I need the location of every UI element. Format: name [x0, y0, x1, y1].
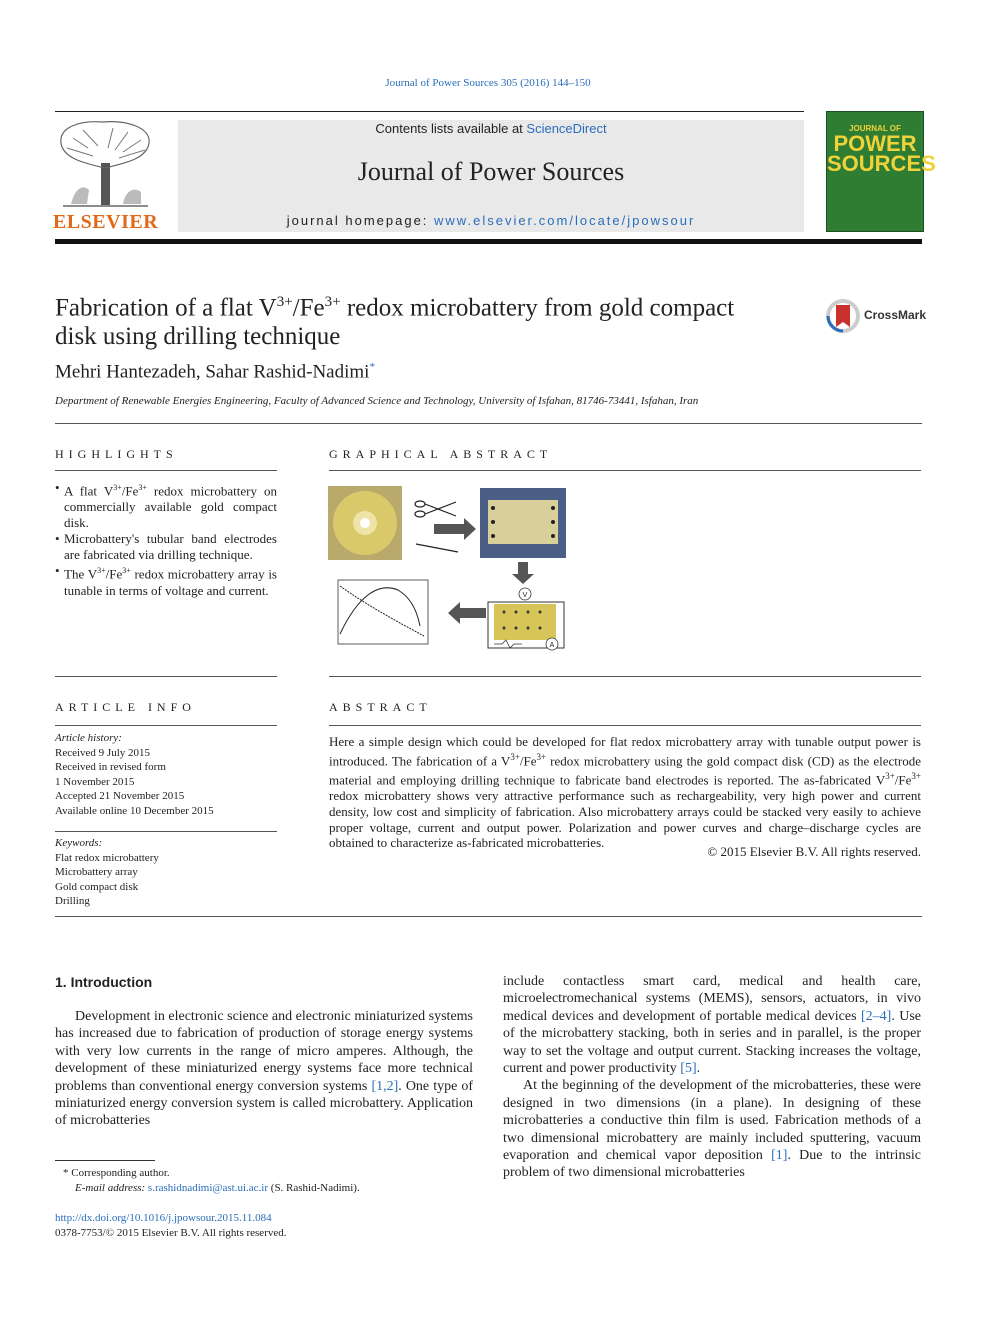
abstract-top-rule — [329, 676, 921, 677]
journal-reference-link[interactable]: Journal of Power Sources 305 (2016) 144–150 — [385, 77, 591, 89]
issn-line: 0378-7753/© 2015 Elsevier B.V. All rights reserved. — [55, 1227, 287, 1239]
keywords-block — [55, 836, 277, 909]
highlight-item: • A flat $V^{3+}/Fe^{3+}$ redox microbattery on commercially available gold compact disk. — [55, 480, 277, 531]
intro-paragraph: include contactless smart card, medical and health care, microelectromechanical systems (MEMS), sensors, actuators, in vivo medical devices and development of portable medical devices [2–4]. Use of the microbattery stacking, both in series and in parallel, is the proper way to set the voltage and output current. Stacking increases the voltage, current and power productivity [5]. — [503, 974, 922, 1077]
article-info-rule — [55, 725, 277, 726]
keywords-label: Keywords: — [55, 837, 103, 849]
journal-cover-image[interactable] — [826, 111, 936, 232]
intro-paragraph: At the beginning of the development of the microbatteries, these were designed in two dimensions (in a plane). In designing of these microbatteries a conductive thin film is used. Fabrication methods of a two dimensional microbattery are mainly included sputtering, vacuum evaporation and chemical vapor deposition [1]. Due to the intrinsic problem of two dimensional microbatteries — [503, 1078, 921, 1181]
abstract-body: Here a simple design which could be developed for flat redox microbattery array with tunable output power is introduced. The fabrication of a $V^{3+}/Fe^{3+}$ redox microbattery using the gold compact disk (CD) as the electrode material and employing drilling technique to fabricate band electrodes is reported. The as-fabricated $V^{3+}/Fe^{3+}$ redox microbattery shows very attractive performance such as rechargeability, very high power and current density, low cost and simplicity of fabrication. Also microbattery arrays could be stacked very easily to achieve proper voltage, current and output power. Polarization and power curves and charge–discharge cycles are obtained to characterize as-fabricated microbatteries. — [329, 734, 921, 851]
abstract-heading: ABSTRACT — [329, 700, 432, 714]
doi-block — [55, 1211, 287, 1241]
header-top-rule — [55, 111, 804, 112]
affiliation-rule — [55, 423, 922, 424]
citation-link[interactable]: [1,2] — [371, 1078, 399, 1094]
citation-link[interactable]: [1] — [771, 1148, 788, 1164]
cover-line2: POWER SOURCES — [827, 131, 936, 176]
intro-right-column — [503, 973, 921, 1182]
history-line: Available online 10 December 2015 — [55, 804, 214, 817]
keyword: Gold compact disk — [55, 880, 139, 893]
abstract-rule — [329, 725, 921, 726]
affiliation: Department of Renewable Energies Engineering, Faculty of Advanced Science and Technology, University of Isfahan, 81746-73441, Isfahan, Iran — [55, 395, 699, 407]
crossmark-badge[interactable] — [824, 297, 927, 335]
highlight-item: • The $V^{3+}/Fe^{3+}$ redox microbattery array is tunable in terms of voltage and current. — [55, 563, 277, 598]
history-label: Article history: — [55, 732, 122, 744]
footnote — [55, 1166, 475, 1196]
journal-homepage-link[interactable]: www.elsevier.com/locate/jpowsour — [434, 213, 696, 228]
sciencedirect-link[interactable]: ScienceDirect — [526, 121, 607, 136]
journal-homepage-line: journal homepage: www.elsevier.com/locate/jpowsour — [286, 213, 696, 228]
keyword: Flat redox microbattery — [55, 851, 159, 864]
cover-line1: JOURNAL OF — [849, 124, 901, 133]
journal-title: Journal of Power Sources — [357, 157, 625, 186]
intro-paragraph: Development in electronic science and electronic miniaturized systems has increased due to fabrication of production of storage energy systems with very low currents in the range of micro amperes. Although, the development of these miniaturized energy systems face more technical problems than conventional energy conversion systems [1,2]. One type of miniaturized energy conversion system is called microbattery. Application of microbatteries — [55, 1009, 474, 1129]
article-info-heading: ARTICLE INFO — [55, 700, 196, 714]
highlights-list — [55, 480, 277, 599]
keyword: Microbattery array — [55, 866, 138, 878]
highlights-rule — [55, 470, 277, 471]
keywords-rule — [55, 831, 277, 832]
article-info-top-rule — [55, 676, 277, 677]
crossmark-label: CrossMark — [864, 308, 927, 322]
graphical-abstract-heading: GRAPHICAL ABSTRACT — [329, 447, 553, 461]
citation-link[interactable]: [2–4] — [860, 1008, 892, 1024]
graphical-abstract-rule — [329, 470, 921, 471]
front-matter-bottom-rule — [55, 916, 922, 917]
history-line: Accepted 21 November 2015 — [55, 790, 185, 802]
footnote-rule — [55, 1160, 155, 1161]
intro-left-column — [55, 1008, 473, 1130]
elsevier-wordmark: ELSEVIER — [53, 211, 159, 233]
article-history — [55, 731, 277, 818]
history-line: 1 November 2015 — [55, 775, 135, 788]
citation-link[interactable]: [5] — [680, 1061, 697, 1077]
author-list: Mehri Hantezadeh, Sahar Rashid-Nadimi* — [55, 361, 375, 383]
email-note: E-mail address: s.rashidnadimi@ast.ui.ac.ir (S. Rashid-Nadimi). — [75, 1182, 360, 1194]
contents-available-line: Contents lists available at ScienceDirect — [375, 121, 607, 136]
voltmeter-label: V — [522, 592, 528, 599]
graphical-abstract-figure[interactable] — [328, 486, 568, 656]
ammeter-label: A — [549, 642, 555, 649]
introduction-heading: 1. Introduction — [55, 974, 153, 990]
corresponding-author-note: * Corresponding author. — [63, 1167, 170, 1179]
highlights-heading: HIGHLIGHTS — [55, 447, 178, 461]
email-link[interactable]: s.rashidnadimi@ast.ui.ac.ir — [147, 1182, 269, 1194]
history-line: Received in revised form — [55, 761, 166, 773]
highlight-item: • Microbattery's tubular band electrodes are fabricated via drilling technique. — [55, 531, 277, 563]
doi-link[interactable]: http://dx.doi.org/10.1016/j.jpowsour.2015.11.084 — [55, 1212, 272, 1224]
crossmark-icon — [824, 297, 864, 335]
keyword: Drilling — [55, 895, 90, 907]
corresponding-author-mark[interactable]: * — [369, 361, 375, 373]
article-title: Fabrication of a flat $V^{3+}/Fe^{3+}$ redox microbattery from gold compact disk using drilling technique — [55, 294, 735, 351]
header-thick-rule — [55, 239, 922, 244]
history-line: Received 9 July 2015 — [55, 746, 151, 759]
abstract-copyright: © 2015 Elsevier B.V. All rights reserved. — [707, 844, 921, 859]
